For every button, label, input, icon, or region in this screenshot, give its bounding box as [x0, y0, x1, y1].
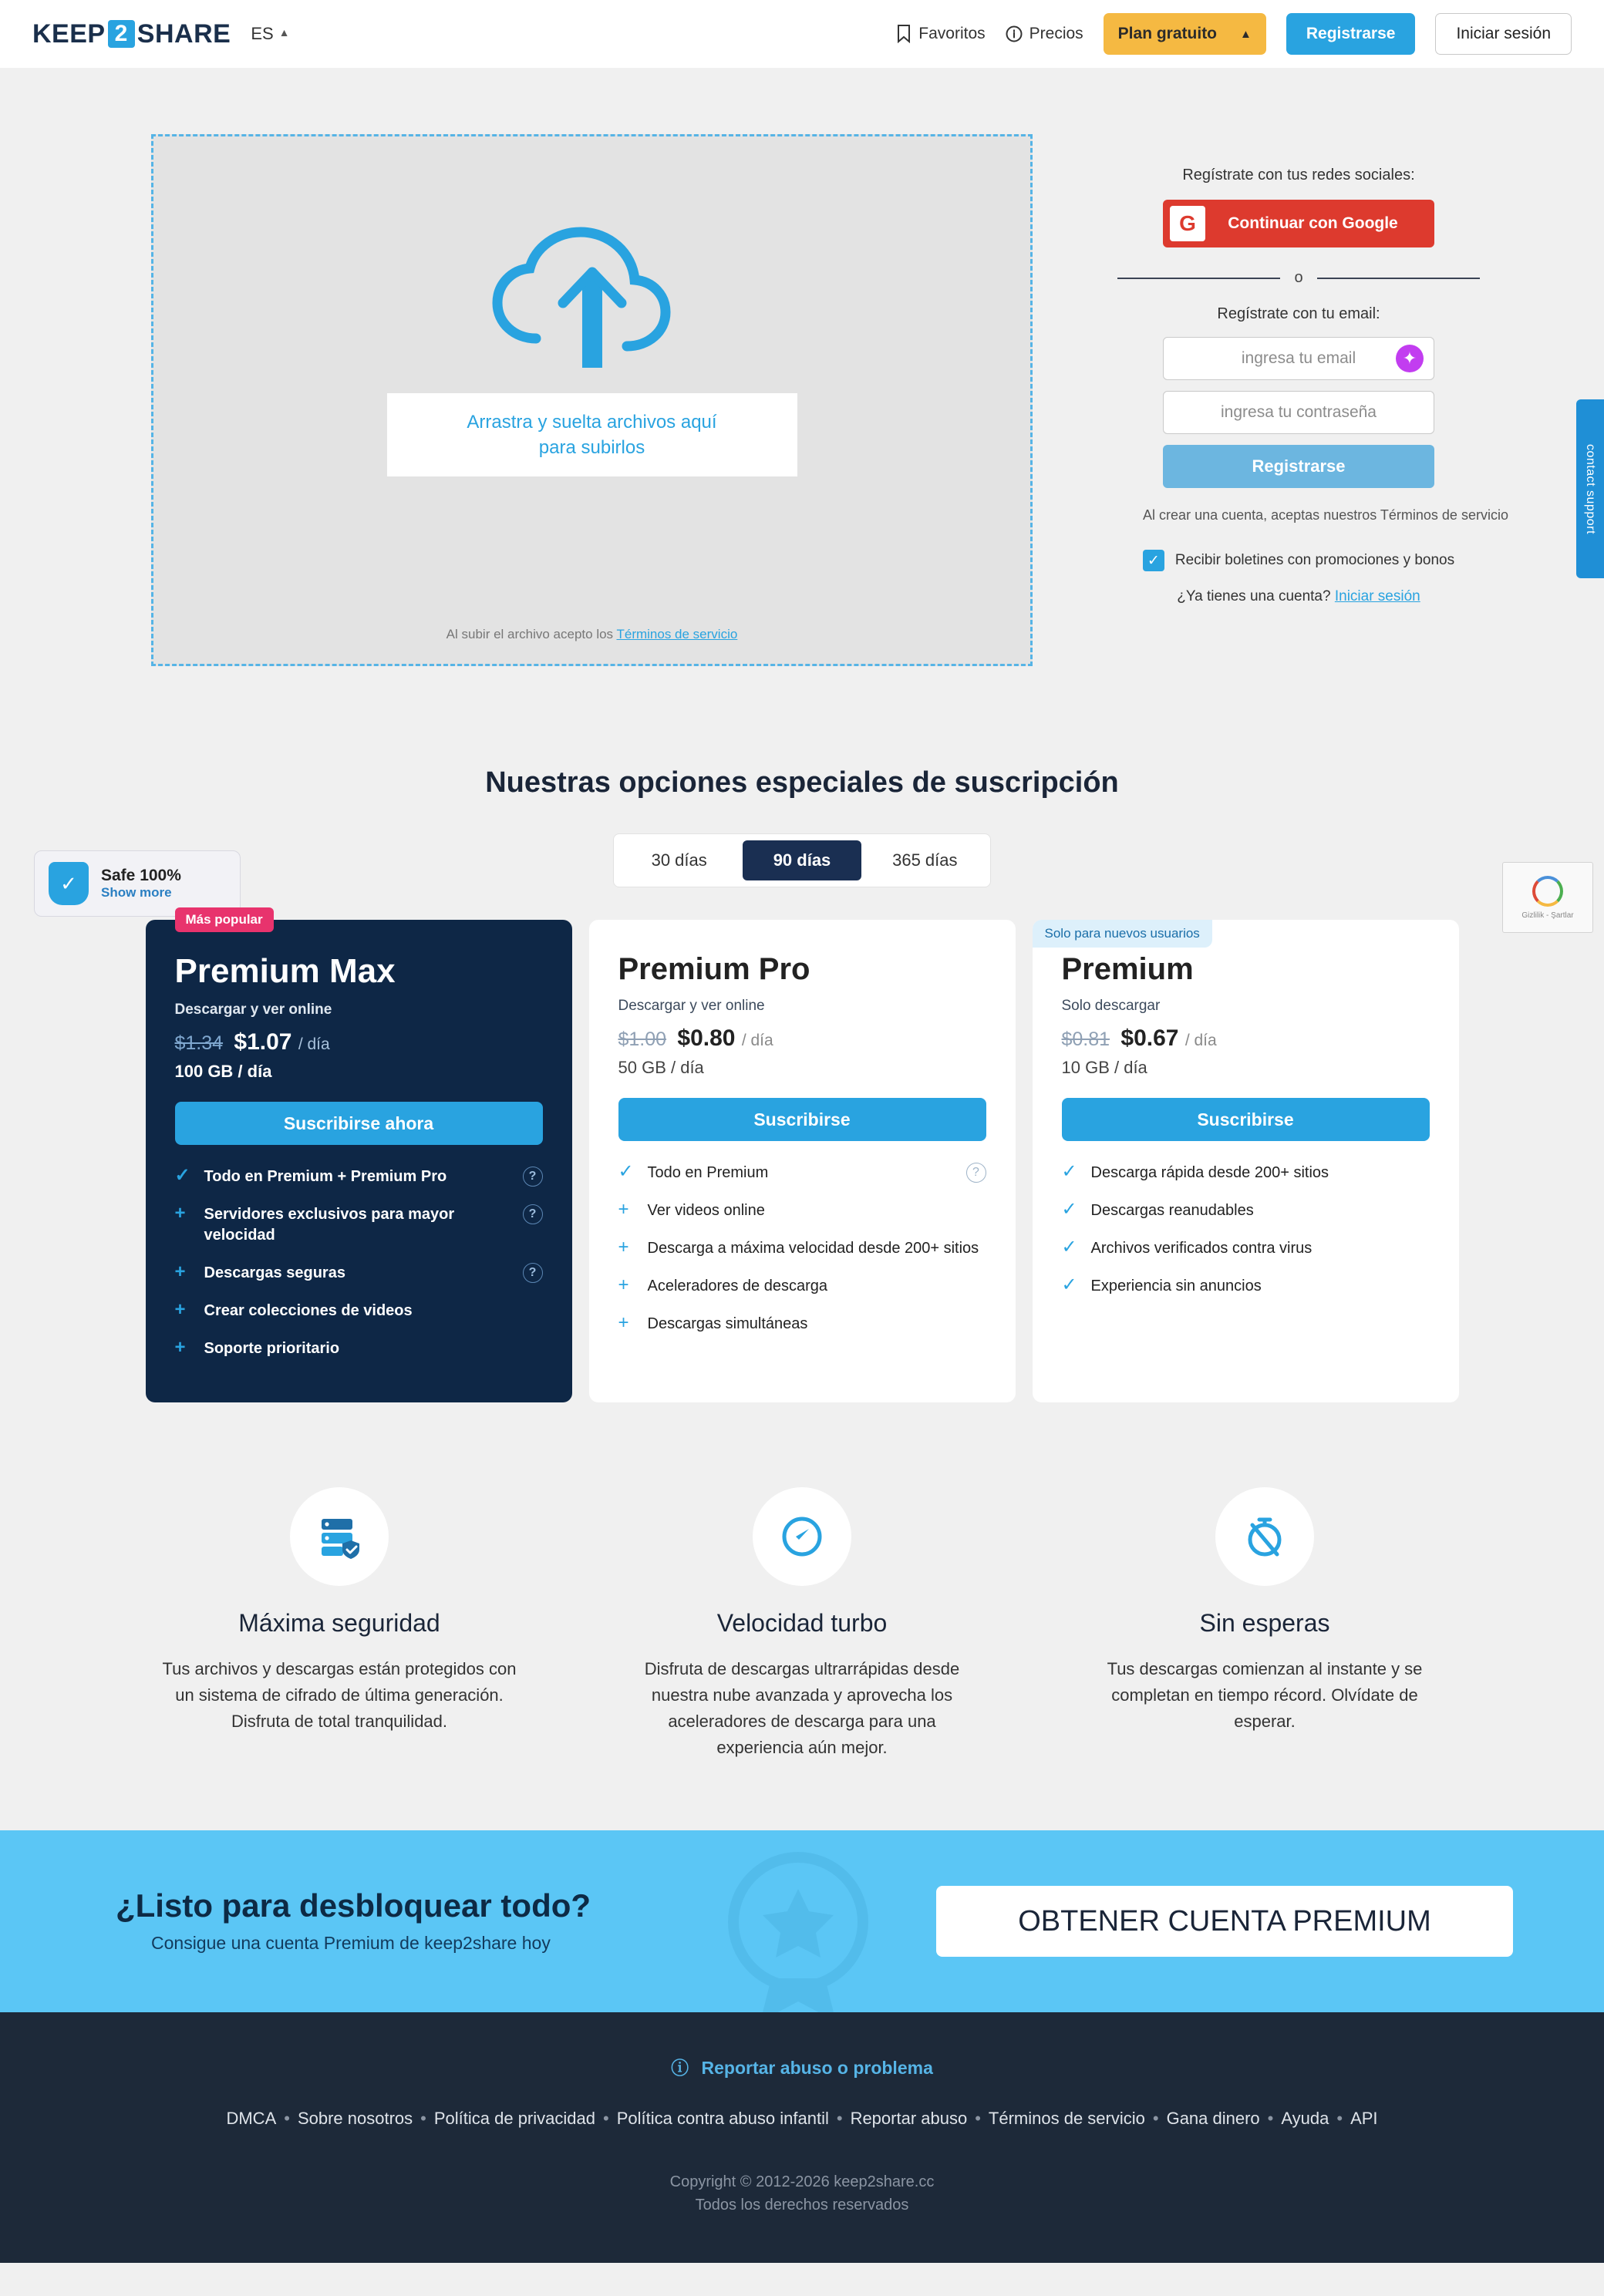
footer-link-child-abuse-policy[interactable]: Política contra abuso infantil: [616, 2109, 829, 2129]
plan-price-period: / día: [741, 1032, 773, 1049]
language-label: ES: [251, 24, 274, 43]
plan-quota: 10 GB / día: [1061, 1058, 1147, 1077]
plan-price-row: [1062, 1025, 1430, 1052]
chevron-up-icon: ▲: [1240, 27, 1252, 41]
footer-sep: •: [420, 2109, 426, 2129]
recaptcha-text: Gizlilik - Şartlar: [1521, 911, 1574, 920]
plan-subscribe-button[interactable]: Suscribirse: [1062, 1098, 1430, 1141]
cta-title: ¿Listo para desbloquear todo?: [116, 1887, 591, 1924]
logo-mark: 2: [108, 20, 135, 48]
check-icon: ✓: [618, 1161, 634, 1182]
pricing-link[interactable]: [1006, 25, 1083, 43]
or-divider: [1117, 269, 1480, 287]
check-icon: ✓: [1061, 1274, 1077, 1295]
plan-name: Premium Max: [174, 952, 396, 990]
plan-quota: 100 GB / día: [174, 1062, 272, 1081]
google-signup-button[interactable]: [1163, 200, 1434, 247]
benefit-title: Sin esperas: [1199, 1609, 1330, 1637]
benefit-title: Máxima seguridad: [238, 1609, 440, 1637]
benefit-no-wait: [1056, 1487, 1473, 1761]
email-field-wrap: [1163, 337, 1434, 380]
signup-terms-text: Al crear una cuenta, aceptas nuestros Términos de servicio: [1143, 507, 1508, 523]
plan-feature: [175, 1204, 543, 1246]
plan-subtitle: Descargar y ver online: [618, 998, 765, 1014]
newsletter-label: Recibir boletines con promociones y bonos: [1174, 552, 1455, 569]
period-tab-30[interactable]: 30 días: [651, 850, 707, 870]
have-account-label: ¿Ya tienes una cuenta?: [1177, 588, 1331, 605]
server-shield-icon: [290, 1487, 389, 1586]
check-icon: ✓: [1061, 1199, 1077, 1220]
plan-feature: [175, 1301, 543, 1321]
plus-icon: +: [174, 1203, 186, 1224]
language-selector[interactable]: [251, 24, 289, 44]
safe-badge-title: Safe 100%: [101, 867, 181, 884]
footer-sep: •: [1267, 2109, 1274, 2129]
stopwatch-off-icon: [1215, 1487, 1314, 1586]
footer-sep: •: [1152, 2109, 1159, 2129]
file-dropzone[interactable]: [151, 134, 1033, 666]
help-icon[interactable]: ?: [523, 1263, 543, 1283]
plan-feature: [1062, 1163, 1430, 1183]
plan-feature-label: Todo en Premium + Premium Pro: [204, 1168, 447, 1185]
plan-price-row: [175, 1029, 543, 1055]
plan-feature-label: Soporte prioritario: [204, 1340, 340, 1357]
plan-quota: 50 GB / día: [618, 1058, 704, 1077]
alert-icon: ⓘ: [671, 2058, 689, 2079]
pricing-label: Precios: [1029, 25, 1083, 42]
footer-link-api[interactable]: API: [1350, 2109, 1378, 2129]
plan-feature: [618, 1276, 986, 1297]
plan-feature: [618, 1238, 986, 1259]
plan-feature: [1062, 1238, 1430, 1259]
benefit-speed: [594, 1487, 1010, 1761]
social-signup-title: Regístrate con tus redes sociales:: [1182, 167, 1415, 183]
plan-feature: [175, 1338, 543, 1359]
help-icon[interactable]: ?: [966, 1163, 986, 1183]
period-tab-90[interactable]: 90 días: [743, 840, 861, 880]
email-signup-title: Regístrate con tu email:: [1217, 305, 1380, 322]
cta-text: [116, 1887, 702, 1955]
chevron-up-icon: ▲: [278, 26, 290, 39]
email-input[interactable]: [1163, 337, 1434, 380]
benefit-title: Velocidad turbo: [716, 1609, 888, 1637]
plan-feature-label: Descargas simultáneas: [647, 1315, 808, 1332]
footer-link-report-abuse[interactable]: Reportar abuso: [850, 2109, 968, 2129]
bookmark-icon: [896, 25, 912, 43]
google-icon: G: [1170, 206, 1205, 241]
logo-text-left: KEEP: [32, 19, 106, 49]
signup-panel: [1117, 134, 1508, 746]
plan-feature-label: Todo en Premium: [647, 1164, 769, 1181]
plus-icon: +: [618, 1274, 629, 1295]
favorites-label: Favoritos: [918, 25, 986, 42]
footer-links: [0, 2109, 1604, 2129]
plan-price-row: [618, 1025, 986, 1052]
contact-support-tab[interactable]: contact support: [1576, 399, 1604, 578]
google-signup-label: Continuar con Google: [1228, 214, 1398, 232]
header-actions: [896, 13, 1572, 55]
signup-terms-note: [1117, 505, 1534, 525]
footer-link-terms[interactable]: Términos de servicio: [988, 2109, 1145, 2129]
benefits-section: [0, 1469, 1604, 1830]
plan-card-premium: [1033, 920, 1459, 1402]
footer-link-about[interactable]: Sobre nosotros: [297, 2109, 413, 2129]
recaptcha-icon: [1532, 876, 1563, 907]
plan-price-old: $1.00: [618, 1028, 667, 1050]
speedometer-icon: [753, 1487, 851, 1586]
password-manager-icon[interactable]: ✦: [1396, 345, 1424, 372]
dropzone-line-2: para subirlos: [538, 437, 645, 458]
favorites-link[interactable]: [896, 25, 985, 43]
plan-button[interactable]: [1104, 13, 1266, 55]
plan-subscribe-button[interactable]: Suscribirse: [618, 1098, 986, 1141]
login-button[interactable]: Iniciar sesión: [1435, 13, 1572, 55]
plan-feature-label: Experiencia sin anuncios: [1090, 1278, 1262, 1294]
cloud-upload-icon: [488, 223, 696, 381]
cta-banner: [0, 1830, 1604, 2012]
upload-terms: [153, 627, 1030, 642]
plan-feature-label: Descargas reanudables: [1090, 1202, 1254, 1219]
check-icon: ✓: [174, 1165, 190, 1186]
footer-sep: •: [602, 2109, 609, 2129]
plan-button-label: Plan gratuito: [1117, 25, 1218, 42]
benefit-text: Tus archivos y descargas están protegidos con un sistema de cifrado de última generación. Disfruta de total tranquilidad.: [162, 1659, 517, 1732]
register-button[interactable]: Registrarse: [1286, 13, 1416, 55]
logo[interactable]: [32, 19, 231, 49]
plan-feature-label: Archivos verificados contra virus: [1090, 1240, 1313, 1257]
footer-sep: •: [1336, 2109, 1343, 2129]
footer-sep: •: [284, 2109, 290, 2129]
plan-name: Premium Pro: [618, 952, 810, 986]
plan-price-period: / día: [298, 1035, 330, 1053]
footer-sep: •: [836, 2109, 843, 2129]
most-popular-badge: Más popular: [175, 907, 274, 932]
footer-link-dmca[interactable]: DMCA: [226, 2109, 277, 2129]
plan-subtitle: Solo descargar: [1061, 998, 1161, 1014]
plans-title: Nuestras opciones especiales de suscripción: [485, 766, 1119, 799]
logo-text-right: SHARE: [136, 19, 231, 49]
site-footer: [0, 2012, 1604, 2263]
plus-icon: +: [174, 1261, 186, 1282]
plan-price-period: / día: [1184, 1032, 1217, 1049]
plan-feature: [1062, 1200, 1430, 1221]
footer-link-privacy[interactable]: Política de privacidad: [433, 2109, 595, 2129]
benefit-text: Tus descargas comienzan al instante y se completan en tiempo récord. Olvídate de esperar.: [1107, 1659, 1423, 1732]
report-abuse-link[interactable]: [0, 2054, 1604, 2079]
plan-price-new: $0.80: [677, 1025, 736, 1051]
report-abuse-label: Reportar abuso o problema: [701, 2058, 933, 2079]
plan-price-old: $0.81: [1061, 1028, 1110, 1050]
footer-link-help[interactable]: Ayuda: [1281, 2109, 1329, 2129]
plan-feature: [618, 1200, 986, 1221]
new-users-badge: Solo para nuevos usuarios: [1033, 920, 1212, 948]
cta-subtitle: Consigue una cuenta Premium de keep2share hoy: [151, 1933, 551, 1954]
cta-button[interactable]: OBTENER CUENTA PREMIUM: [936, 1886, 1513, 1957]
dropzone-message: [387, 393, 797, 476]
plus-icon: +: [618, 1199, 629, 1220]
benefit-text: Disfruta de descargas ultrarrápidas desde nuestra nube avanzada y aprovecha los aceleradores de descarga para una experiencia aún mejor.: [644, 1659, 960, 1758]
plan-price-old: $1.34: [174, 1032, 224, 1054]
plan-feature-label: Descargas seguras: [204, 1264, 345, 1281]
check-icon: ✓: [1061, 1161, 1077, 1182]
plan-card-premium-max: [146, 912, 572, 1402]
benefit-security: [131, 1487, 548, 1761]
upload-terms-link[interactable]: Términos de servicio: [616, 627, 738, 641]
help-icon[interactable]: ?: [523, 1204, 543, 1224]
plus-icon: +: [618, 1312, 629, 1333]
divider-left: [1117, 278, 1280, 279]
plan-card-premium-pro: [589, 920, 1016, 1402]
shield-icon: ✓: [49, 862, 89, 905]
copyright-line: Copyright © 2012-2026 keep2share.cc: [669, 2173, 935, 2191]
plan-feature-label: Ver videos online: [647, 1202, 765, 1219]
check-icon: ✓: [1061, 1237, 1077, 1257]
plan-feature: [1062, 1276, 1430, 1297]
footer-link-earn[interactable]: Gana dinero: [1166, 2109, 1260, 2129]
plans-section: [0, 746, 1604, 1469]
footer-sep: •: [975, 2109, 981, 2129]
info-icon: [1006, 25, 1023, 42]
newsletter-checkbox[interactable]: ✓: [1143, 550, 1164, 571]
plan-subtitle: Descargar y ver online: [174, 1002, 332, 1018]
plan-price-new: $1.07: [234, 1029, 292, 1055]
period-tab-365[interactable]: 365 días: [892, 850, 958, 870]
footer-copyright: [0, 2170, 1604, 2217]
period-tabs: [613, 833, 991, 887]
plan-subscribe-button[interactable]: Suscribirse ahora: [175, 1102, 543, 1145]
medal-icon: [694, 1841, 902, 2012]
upload-terms-prefix: Al subir el archivo acepto los: [446, 627, 614, 641]
plan-feature: [175, 1167, 543, 1187]
recaptcha-widget[interactable]: [1502, 862, 1593, 933]
plan-feature-label: Aceleradores de descarga: [647, 1278, 827, 1294]
help-icon[interactable]: ?: [523, 1167, 543, 1187]
site-header: [0, 0, 1604, 68]
plan-feature-label: Descarga a máxima velocidad desde 200+ sitios: [647, 1240, 979, 1257]
safe-badge-subtitle[interactable]: Show more: [101, 885, 172, 900]
dropzone-line-1: Arrastra y suelta archivos aquí: [467, 411, 717, 433]
plan-price-new: $0.67: [1120, 1025, 1179, 1051]
plan-feature: [618, 1314, 986, 1335]
plan-feature-label: Descarga rápida desde 200+ sitios: [1090, 1164, 1329, 1181]
plan-feature: [618, 1163, 986, 1183]
plan-name: Premium: [1061, 952, 1194, 986]
divider-right: [1317, 278, 1480, 279]
newsletter-row[interactable]: [1117, 550, 1480, 571]
rights-line: Todos los derechos reservados: [695, 2197, 909, 2214]
signup-submit-button[interactable]: Registrarse: [1163, 445, 1434, 488]
plus-icon: +: [174, 1299, 186, 1320]
plan-feature-label: Crear colecciones de videos: [204, 1302, 413, 1319]
or-label: o: [1294, 269, 1303, 286]
login-link[interactable]: Iniciar sesión: [1334, 588, 1420, 605]
have-account-row: [1117, 588, 1480, 605]
plan-feature: [175, 1263, 543, 1284]
password-input[interactable]: [1163, 391, 1434, 434]
plan-feature-label: Servidores exclusivos para mayor velocidad: [204, 1206, 455, 1244]
plus-icon: +: [618, 1237, 629, 1257]
plus-icon: +: [174, 1337, 186, 1358]
